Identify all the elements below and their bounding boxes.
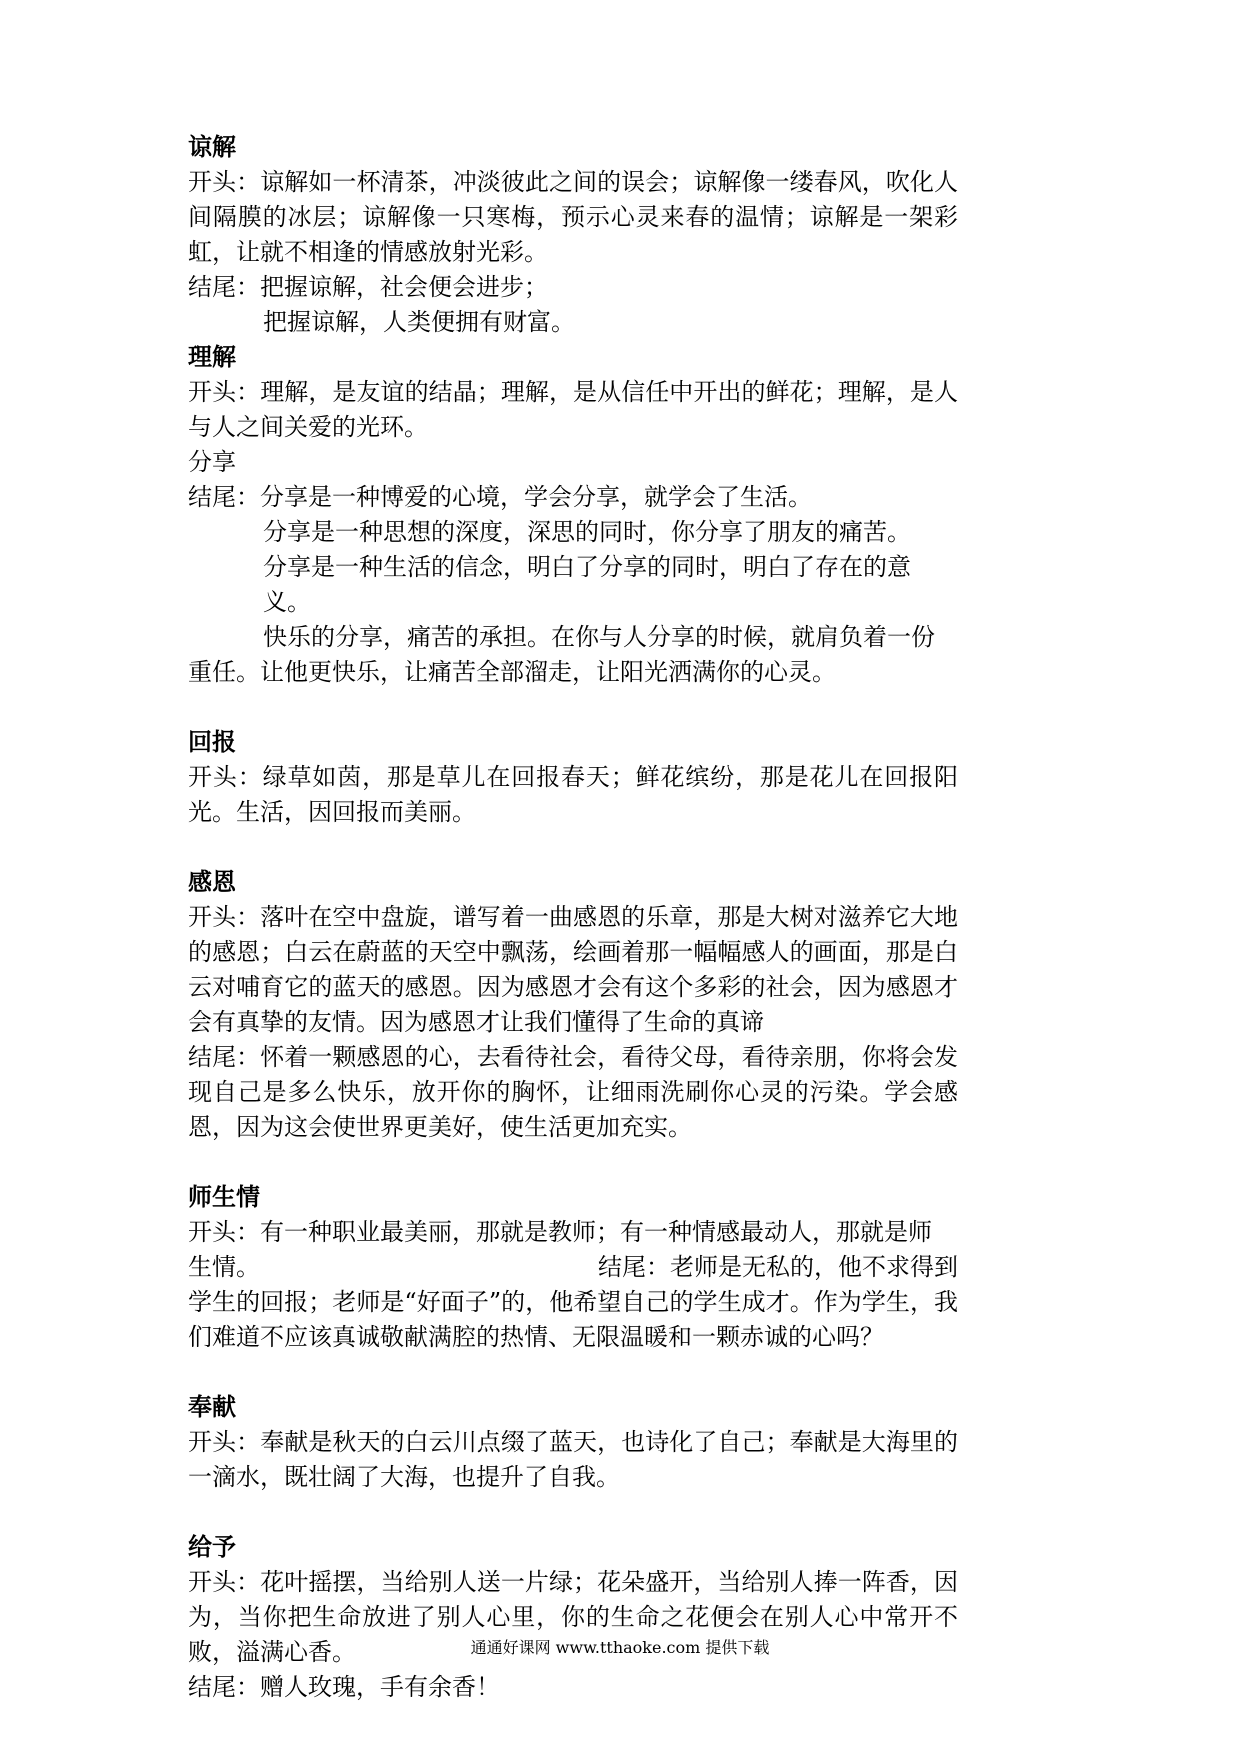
ending-line: 结尾：赠人玫瑰，手有余香！ [188,1673,500,1701]
opening-line-end: 生情。 [188,1253,260,1281]
opening-paragraph: 开头：花叶摇摆，当给别人送一片绿；花朵盛开，当给别人捧一阵香，因为，当你把生命放进了别人心里，你的生命之花便会在别人心中常开不败，溢满心香。 [188,1568,958,1666]
ending-line: 快乐的分享，痛苦的承担。在你与人分享的时候，就肩负着一份 [263,623,935,651]
section-title: 给予 [188,1533,236,1561]
section-title: 感恩 [188,868,236,896]
ending-line: 分享是一种思想的深度，深思的同时，你分享了朋友的痛苦。 [263,518,911,546]
section-huibao [188,725,958,830]
document-body [188,130,958,1705]
opening-paragraph: 开头：理解，是友谊的结晶；理解，是从信任中开出的鲜花；理解，是人与人之间关爱的光环。 [188,378,958,441]
ending-line: 分享是一种生活的信念，明白了分享的同时，明白了存在的意义。 [263,553,911,616]
ending-line: 结尾：分享是一种博爱的心境，学会分享，就学会了生活。 [188,483,812,511]
section-title: 回报 [188,728,236,756]
opening-paragraph: 开头：奉献是秋天的白云川点缀了蓝天，也诗化了自己；奉献是大海里的一滴水，既壮阔了大海，也提升了自我。 [188,1428,958,1491]
ending-line: 把握谅解，人类便拥有财富。 [263,308,575,336]
section-title: 奉献 [188,1393,236,1421]
ending-line: 结尾：把握谅解，社会便会进步； [188,273,548,301]
opening-paragraph: 开头：绿草如茵，那是草儿在回报春天；鲜花缤纷，那是花儿在回报阳光。生活，因回报而美丽。 [188,763,958,826]
split-line [188,1250,958,1285]
section-title: 分享 [188,448,236,476]
opening-line: 开头：有一种职业最美丽，那就是教师；有一种情感最动人，那就是师 [188,1218,932,1246]
opening-paragraph: 开头：谅解如一杯清茶，冲淡彼此之间的误会；谅解像一缕春风，吹化人间隔膜的冰层；谅解像一只寒梅，预示心灵来春的温情；谅解是一架彩虹，让就不相逢的情感放射光彩。 [188,168,958,266]
ending-line-start: 结尾：老师是无私的，他不求得到 [598,1253,958,1281]
section-fenxiang [188,445,958,690]
section-liangjie [188,130,958,340]
page-footer: 通通好课网 www.tthaoke.com 提供下载 [470,1638,770,1657]
section-ganen [188,865,958,1145]
section-title: 谅解 [188,133,236,161]
ending-paragraph: 结尾：怀着一颗感恩的心，去看待社会，看待父母，看待亲朋，你将会发现自己是多么快乐，放开你的胸怀，让细雨洗刷你心灵的污染。学会感恩，因为这会使世界更美好，使生活更加充实。 [188,1043,958,1141]
section-lijie [188,340,958,445]
ending-paragraph: 学生的回报；老师是“好面子”的，他希望自己的学生成才。作为学生，我们难道不应该真诚敬献满腔的热情、无限温暖和一颗赤诚的心吗？ [188,1288,958,1351]
ending-line: 重任。让他更快乐，让痛苦全部溜走，让阳光洒满你的心灵。 [188,658,836,686]
section-title: 理解 [188,343,236,371]
section-shishengqing [188,1180,958,1355]
section-fengxian [188,1390,958,1495]
opening-paragraph: 开头：落叶在空中盘旋，谱写着一曲感恩的乐章，那是大树对滋养它大地的感恩；白云在蔚蓝的天空中飘荡，绘画着那一幅幅感人的画面，那是白云对哺育它的蓝天的感恩。因为感恩才会有这个多彩的社会，因为感恩才会有真挚的友情。因为感恩才让我们懂得了生命的真谛 [188,903,958,1036]
section-jiyu [188,1530,958,1705]
section-title: 师生情 [188,1183,260,1211]
